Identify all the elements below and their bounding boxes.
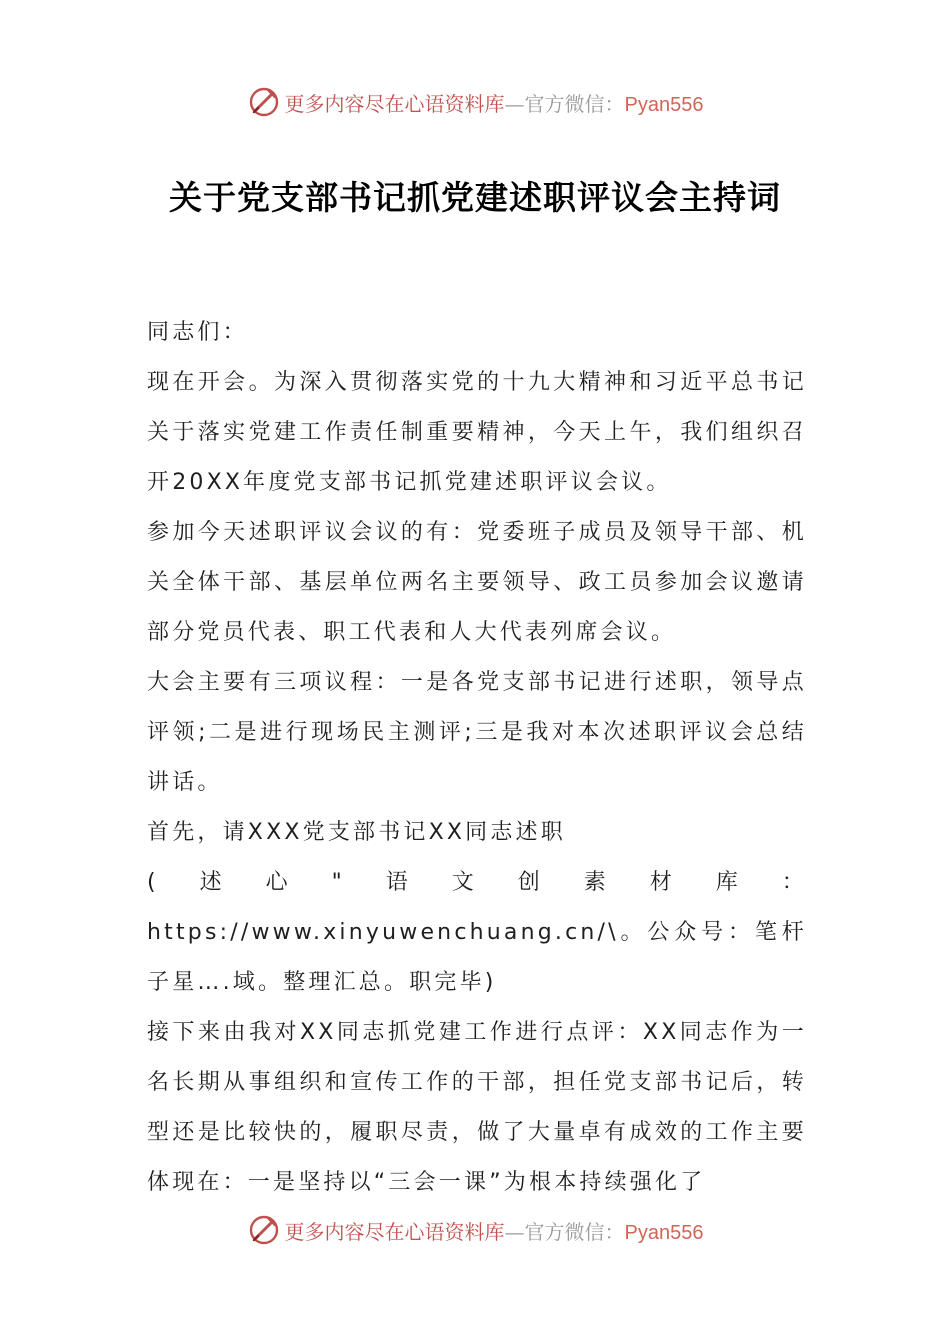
pen-logo-icon — [247, 1213, 281, 1247]
document-title: 关于党支部书记抓党建述职评议会主持词 — [169, 178, 781, 217]
watermark-site: 更多内容尽在心语资料库 — [284, 91, 505, 116]
paragraph-salutation: 同志们： — [147, 320, 248, 345]
watermark-text — [285, 1216, 704, 1245]
watermark-site: 更多内容尽在心语资料库 — [284, 1219, 505, 1244]
header-watermark-banner — [0, 82, 950, 122]
watermark-wechat-label: 官方微信： — [524, 1219, 625, 1244]
document-body — [147, 308, 807, 1208]
watermark-wechat-label: 官方微信： — [524, 91, 625, 116]
footer-watermark-banner — [0, 1210, 950, 1250]
paragraph-agenda: 大会主要有三项议程：一是各党支部书记进行述职，领导点评领;二是进行现场民主测评;三是我对本次述职评议会总结讲话。 — [147, 670, 807, 795]
paragraph-comment: 接下来由我对XX同志抓党建工作进行点评：XX同志作为一名长期从事组织和宣传工作的干部，担任党支部书记后，转型还是比较快的，履职尽责，做了大量卓有成效的工作主要体现在：一是坚持以“三会一课”为根本持续强化了 — [147, 1020, 807, 1195]
paragraph-first-report: 首先，请XXX党支部书记XX同志述职 — [147, 820, 566, 845]
watermark-wechat-id: Pyan556 — [624, 93, 704, 116]
watermark-dash: — — [504, 1219, 525, 1244]
pen-logo-icon — [247, 85, 281, 119]
watermark-text — [285, 88, 704, 117]
paragraph-attendees: 参加今天述职评议会议的有：党委班子成员及领导干部、机关全体干部、基层单位两名主要领导、政工员参加会议邀请部分党员代表、职工代表和人大代表列席会议。 — [147, 520, 807, 645]
watermark-dash: — — [504, 91, 525, 116]
paragraph-source-note: (述心"语文创素材库：https://www.xinyuwenchuang.cn/\。公众号：笔杆子星….域。整理汇总。职完毕) — [147, 870, 807, 995]
watermark-wechat-id: Pyan556 — [624, 1221, 704, 1244]
paragraph-opening: 现在开会。为深入贯彻落实党的十九大精神和习近平总书记关于落实党建工作责任制重要精神，今天上午，我们组织召开20XX年度党支部书记抓党建述职评议会议。 — [147, 370, 807, 495]
